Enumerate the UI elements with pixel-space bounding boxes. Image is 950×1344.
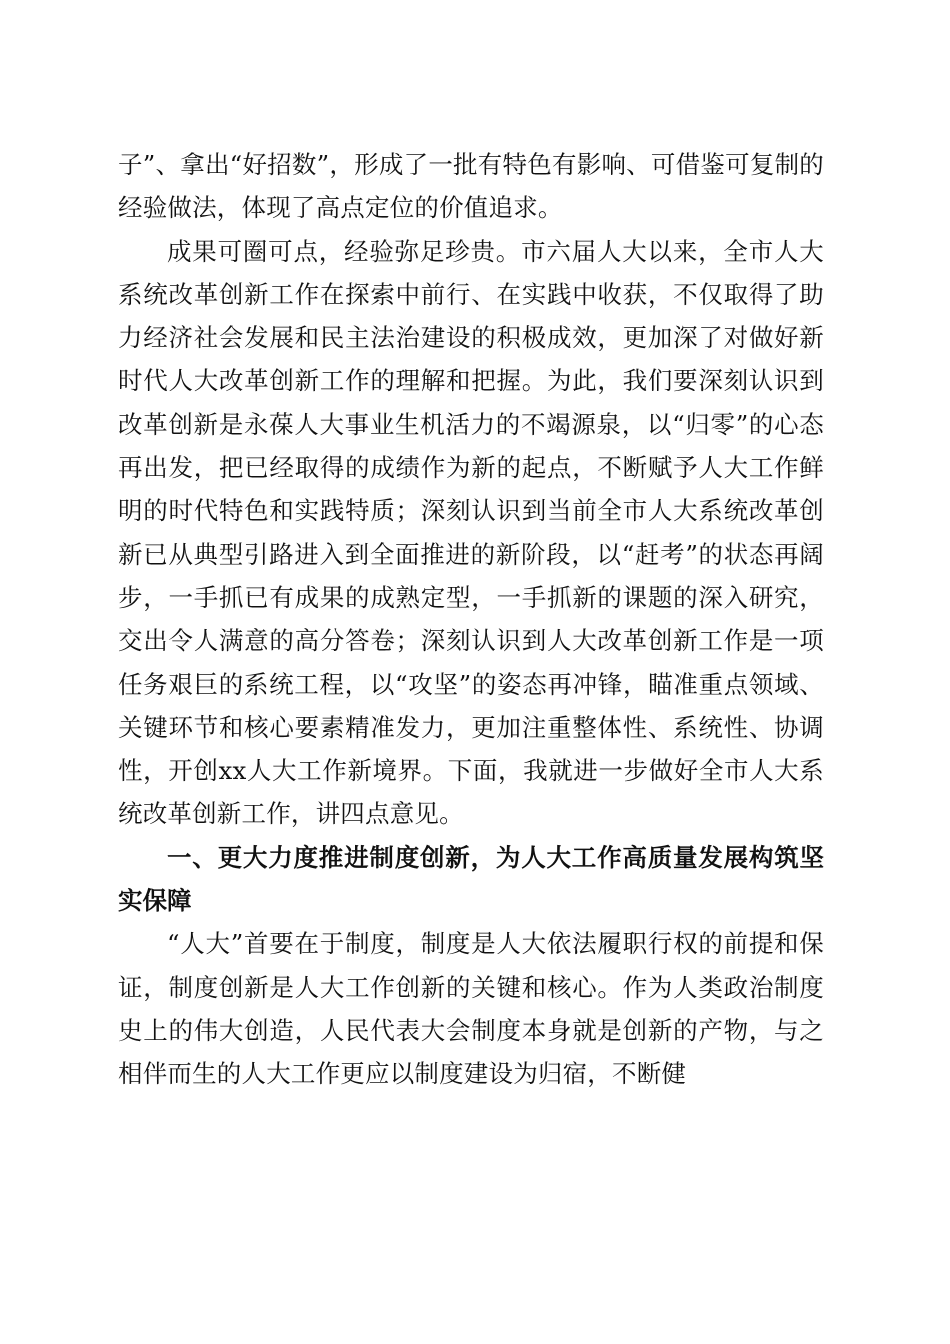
paragraph-achievements: 成果可圈可点，经验弥足珍贵。市六届人大以来，全市人大系统改革创新工作在探索中前行、在实践中收获，不仅取得了助力经济社会发展和民主法治建设的积极成效，更加深了对做好新时代人大改革创新工作的理解和把握。为此，我们要深刻认识到改革创新是永葆人大事业生机活力的不竭源泉，以“归零”的心态再出发，把已经取得的成绩作为新的起点，不断赋予人大工作鲜明的时代特色和实践特质；深刻认识到当前全市人大系统改革创新已从典型引路进入到全面推进的新阶段，以“赶考”的状态再阔步，一手抓已有成果的成熟定型，一手抓新的课题的深入研究，交出令人满意的高分答卷；深刻认识到人大改革创新工作是一项任务艰巨的系统工程，以“攻坚”的姿态再冲锋，瞄准重点领域、关键环节和核心要素精准发力，更加注重整体性、系统性、协调性，开创xx人大工作新境界。下面，我就进一步做好全市人大系统改革创新工作，讲四点意见。 [118, 236, 824, 829]
paragraph-institutional-innovation: “人大”首要在于制度，制度是人大依法履职行权的前提和保证，制度创新是人大工作创新的关键和核心。作为人类政治制度史上的伟大创造，人民代表大会制度本身就是创新的产物，与之相伴而生的人大工作更应以制度建设为归宿，不断健 [118, 929, 824, 1089]
section-heading-1: 一、更大力度推进制度创新，为人大工作高质量发展构筑坚实保障 [118, 842, 824, 916]
document-body [118, 143, 824, 1096]
paragraph-continued: 子”、拿出“好招数”，形成了一批有特色有影响、可借鉴可复制的经验做法，体现了高点定位的价值追求。 [118, 150, 824, 223]
